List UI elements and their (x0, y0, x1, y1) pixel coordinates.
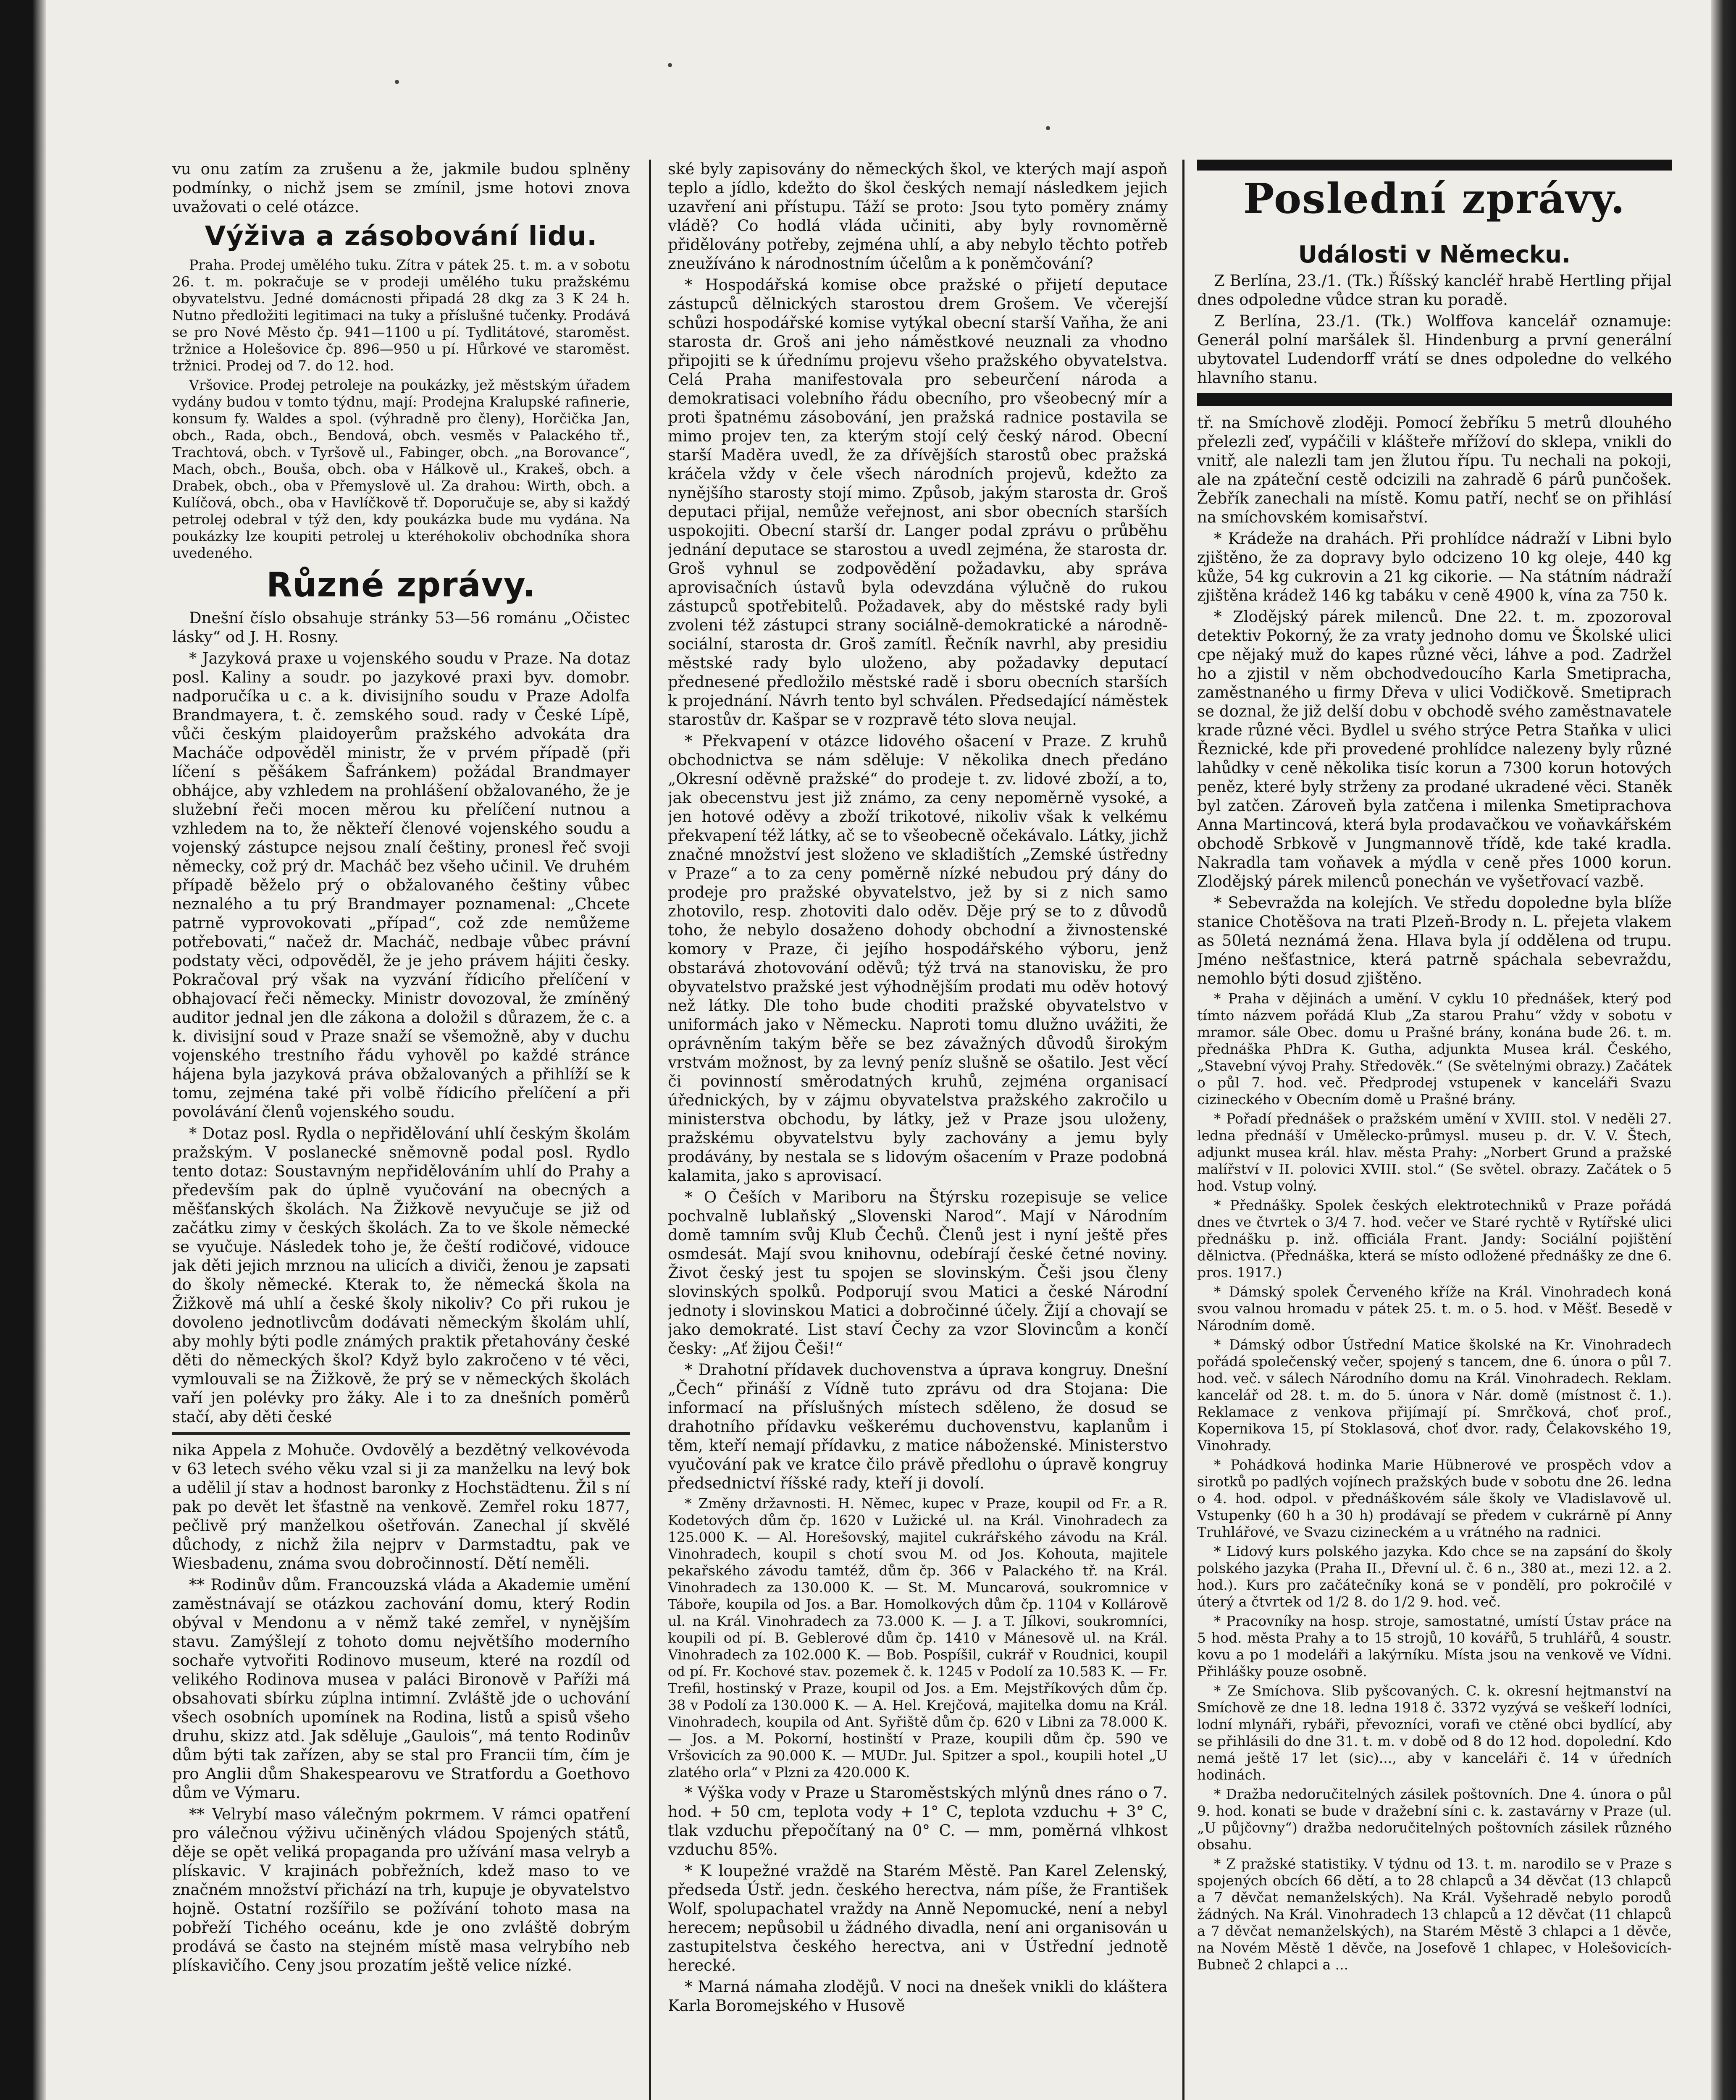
article-paragraph: * Drahotní přídavek duchovenstva a úprava kongruy. Dnešní „Čech“ přináší z Vídně tuto zprávu od dra Stojana: Die informací na příslušných místech sděleno, že dosud se drahotního přídavku veškerému duchovenstvu, kaplanům i těm, kteří nemají přídavku, z matice náboženské. Ministerstvo vyučování pak ve kratce čilo právě předlohu o úpravě kongruy předsednictví říšské rady, kteří ji dovolí. (668, 1361, 1168, 1492)
paper-speck (1046, 126, 1050, 130)
article-paragraph: * Lidový kurs polského jazyka. Kdo chce se na zapsání do školy polského jazyka (Praha II., Dřevní ul. č. 6 n., 380 at., mezi 12. a 2. hod.). Kurs pro začátečníky koná se v pondělí, pro pokročilé v úterý a čtvrtek od 1/2 8. do 1/2 9. hod. več. (1197, 1543, 1672, 1610)
article-paragraph: Vršovice. Prodej petroleje na poukázky, jež městským úřadem vydány budou v tomto týdnu, mají: Prodejna Kralupské rafinerie, konsum fy. Waldes a spol. (výhradně pro členy), Horčička Jan, obch., Rada, obch., Bendová, obch. vesměs v Palackého tř., Trachtová, obch. v Tyršově ul., Fabinger, obch. „na Borovance“, Mach, obch., Bouša, obch. oba v Hálkově ul., Krakeš, obch. a Drabek, obch., oba v Přemyslově ul. Za drahou: Wirth, obch. a Kulíčová, obch., oba v Havlíčkově tř. Doporučuje se, aby si každý petrolej odebral v týž den, kdy poukázka bude mu vydána. Na poukázky lze koupiti petrolej u kteréhokoliv obchodníka shora uvedeného. (172, 377, 630, 561)
article-paragraph: * Pohádková hodinka Marie Hübnerové ve prospěch vdov a sirotků po padlých vojínech pražských bude v sobotu dne 26. ledna o 4. hod. odpol. v přednáškovém sále školy ve Vladislavově ul. Vstupenky (60 h a 30 h) prodávají se předem v cukrárně pí Anny Truhlářové, ve Svazu cizineckém a u vrátného na radnici. (1197, 1457, 1672, 1540)
article-paragraph: * Hospodářská komise obce pražské o přijetí deputace zástupců dělnických starostou drem Grošem. Ve včerejší schůzi hospodářské komise vytýkal obecní starší Vaňha, že ani starosta dr. Groš ani jeho náměstkové neuznali za vhodno připojiti se k úřednímu projevu všeho pražského obyvatelstva. Celá Praha manifestovala pro sebeurčení národa a demokratisaci volebního řádu obecního, pro všeobecný mír a proti špatnému zásobování, jen pražská radnice postavila se mimo projev ten, za kterým stojí celý český národ. Obecní starší Maděra uvedl, že za dřívějších starostů obec pražská kráčela vždy v čele všech národních projevů, kdežto za nynějšího starosty stojí mimo. Způsob, jakým starosta dr. Groš deputaci přijal, nemůže veřejnost, ani sbor obecních starších uspokojiti. Obecní starší dr. Langer podal zprávu o průběhu jednání deputace se starostou a uvedl zejména, že starosta dr. Groš vyhnul se zodpovědění požadavku, aby správa aprovisačních ústavů byla odevzdána výlučně do rukou zástupců spotřebitelů. Požadavek, aby do městské rady byli zvoleni též zástupci strany sociálně-demokratické a národně-sociální, starosta dr. Groš zamítl. Řečník navrhl, aby presidiu městské rady bylo uloženo, aby požadavky deputací přednesené předložilo městské radě i sboru obecních starších k projednání. Návrh tento byl schválen. Předsedající náměstek starostův dr. Kašpar se v rozpravě této slova neujal. (668, 276, 1168, 729)
article-paragraph: * Praha v dějinách a umění. V cyklu 10 přednášek, který pod tímto názvem pořádá Klub „Za starou Prahu“ vždy v sobotu v mramor. sále Obec. domu u Prašné brány, konána bude 26. t. m. přednáška PhDra K. Gutha, adjunkta Musea král. Českého, „Stavební vývoj Prahy. Středověk.“ (Se světelnými obrazy.) Začátek o půl 7. hod. več. Předprodej vstupenek v kanceláři Svazu cizineckého v Obecním domě u Prašné brány. (1197, 990, 1672, 1108)
article-paragraph: * Sebevražda na kolejích. Ve středu dopoledne byla blíže stanice Chotěšova na trati Plzeň-Brody n. L. přejeta vlakem as 50letá neznámá žena. Hlava byla jí oddělena od trupu. Jméno nešťastnice, která patrně spáchala sebevraždu, nemohlo býti dosud zjištěno. (1197, 894, 1672, 987)
column-rule (1182, 160, 1184, 2100)
article-paragraph: ** Rodinův dům. Francouzská vláda a Akademie umění zaměstnávají se otázkou zachování domu, který Rodin obýval v Mendonu a v němž také zemřel, v nynějším stavu. Zamýšlejí z tohoto domu největšího moderního sochaře vytvořiti Rodinovo museum, které na rozdíl od velikého Rodinova musea v paláci Bironově v Paříži má obsahovati sbírku zúplna intimní. Zvláště jde o uchování všech osobních upomínek na Rodina, listů a spisů všeho druhu, skizz atd. Jak sděluje „Gaulois“, má tento Rodinův dům býti tak zařízen, aby se stal pro Francii tím, čím je pro Anglii dům Shakespearovu ve Stratfordu a Goethovo dům ve Výmaru. (172, 1576, 630, 1802)
article-paragraph: * Pořadí přednášek o pražském umění v XVIII. stol. V neděli 27. ledna přednáší v Umělecko-průmysl. museu p. dr. V. V. Štech, adjunkt musea král. hlav. města Prahy: „Norbert Grund a pražské malířství v II. polovici XVIII. stol.“ (Se světel. obrazy. Začátek o 5 hod. Vstup volný. (1197, 1110, 1672, 1194)
article-paragraph: nika Appela z Mohuče. Ovdovělý a bezdětný velkovévoda v 63 letech svého věku vzal si ji za manželku na levý bok a udělil jí stav a hodnost baronky z Hochstädtenu. Žil s ní pak po devět let šťastně na venkově. Zemřel roku 1877, pečlivě prý manželkou ošetřován. Zanechal jí skvělé důchody, z nichž žila nejprv v Darmstadtu, pak ve Wiesbadenu, známa svou dobročinností. Dětí neměli. (172, 1441, 630, 1572)
section-divider (1197, 393, 1672, 406)
article-paragraph: * Marná námaha zlodějů. V noci na dnešek vnikli do kláštera Karla Boromejského v Husově (668, 1978, 1168, 2015)
paper-speck (668, 63, 672, 67)
article-paragraph: * Krádeže na drahách. Při prohlídce nádraží v Libni bylo zjištěno, že za dopravy bylo odcizeno 10 kg oleje, 440 kg kůže, 54 kg cukrovin a 21 kg cikorie. — Na státním nádraží zjištěna krádež 146 kg tabáku v ceně 4900 k, vína za 750 k. (1197, 530, 1672, 604)
article-paragraph: Dnešní číslo obsahuje stránky 53—56 románu „Očistec lásky“ od J. H. Rosny. (172, 609, 630, 646)
article-paragraph: * Z pražské statistiky. V týdnu od 13. t. m. narodilo se v Praze s spojených obcích 66 dětí, a to 28 chlapců a 34 děvčat (13 chlapců a 7 děvčat nemanželských). Na Král. Vyšehradě nebylo porodů žádných. Na Král. Vinohradech 13 chlapců a 12 děvčat (11 chlapců a 7 děvčat nemanželských), na Starém Městě 3 chlapci a 1 děvče, na Novém Městě 1 děvče, na Josefově 1 chlapec, v Holešovicích-Bubneč 2 chlapci a ... (1197, 1856, 1672, 1973)
banner-title: Poslední zprávy. (1243, 175, 1626, 223)
section-heading: Různé zprávy. (266, 565, 536, 604)
article-paragraph: vu onu zatím za zrušenu a že, jakmile budou splněny podmínky, o nichž jsem se zmínil, jsme hotovi znova uvažovati o celé otázce. (172, 160, 630, 216)
horizontal-rule (172, 1432, 630, 1435)
article-paragraph: Z Berlína, 23./1. (Tk.) Wolffova kancelář oznamuje: Generál polní maršálek šl. Hindenburg a první generální ubytovatel Ludendorff vrátí se dnes odpoledne do velkého hlavního stanu. (1197, 312, 1672, 387)
column-3-content (1197, 239, 1672, 1976)
column-rule (649, 160, 651, 2100)
article-paragraph: * Dámský spolek Červeného kříže na Král. Vinohradech koná svou valnou hromadu v pátek 25. t. m. o 5. hod. v Měšť. Besedě v Národním domě. (1197, 1284, 1672, 1334)
article-paragraph: * O Češích v Mariboru na Štýrsku rozepisuje se velice pochvalně lublaňský „Slovenski Narod“. Mají v Národním domě tamním svůj Klub Čechů. Členů jest i nyní ještě přes osmdesát. Mají svou knihovnu, odebírají české četné noviny. Život český jest tu spojen se slovinským. Češi jsou členy slovinských spolků. Podporují svou Matici a české Národní jednoty i slovinskou Matici a dobročinné účely. Žijí a chovají se jako demokraté. List staví Čechy za vzor Slovincům a končí česky: „Ať žijou Češi!“ (668, 1188, 1168, 1357)
article-paragraph: * Dámský odbor Ústřední Matice školské na Kr. Vinohradech pořádá společenský večer, spojený s tancem, dne 6. února o půl 7. hod. več. v sálech Národního domu na Král. Vinohradech. Reklam. kancelář od 28. t. m. do 5. února v Nár. domě (místnost č. 1.). Reklamace z venkova přijímají pí. Smrčková, choť prof., Kopernikova 15, pí Stoklasová, choť dvor. rady, Čelakovského 19, Vinohrady. (1197, 1336, 1672, 1454)
scan-edge-left (0, 0, 46, 2100)
article-paragraph: Praha. Prodej umělého tuku. Zítra v pátek 25. t. m. a v sobotu 26. t. m. pokračuje se v prodeji umělého tuku pražskému obyvatelstvu. Jedné domácnosti připadá 28 dkg za 3 K 24 h. Nutno předložiti legitimaci na tuky a příslušné tučenky. Prodává se pro Nové Město čp. 941—1100 u pí. Tydlitátové, staroměst. tržnice a Holešovice čp. 896—950 u pí. Hůrkové ve staroměst. tržnici. Prodej od 7. do 12. hod. (172, 257, 630, 374)
article-paragraph: ** Velrybí maso válečným pokrmem. V rámci opatření pro válečnou výživu učiněných vládou Spojených států, děje se opět veliká propaganda pro užívání masa velryb a plískavic. V krajinách pobřežních, kdež maso to ve značném množství přichází na trh, kupuje je obyvatelstvo hojně. Ostatní rozšířilo se požívání tohoto masa na pobřeží Tichého oceánu, kde je ono zvláště dobrým prodává se často na stejném místě masa velrybího neb plískavičího. Ceny jsou prozatím ještě velice nízké. (172, 1805, 630, 1974)
scan-edge-right (1711, 0, 1736, 2100)
article-paragraph: * Jazyková praxe u vojenského soudu v Praze. Na dotaz posl. Kaliny a soudr. po jazykové praxi byv. domobr. nadporučíka u c. a k. divisijního soudu v Praze Adolfa Brandmayera, t. č. zemského soud. rady v České Lípě, vůči českým plaidoyerům pražského advokáta dra Macháče odpověděl ministr, že v prvém případě (při líčení s pěšákem Šafránkem) požádal Brandmayer obhájce, aby vzhledem na prohlášení obžalovaného, že je služební řeči mocen měrou ku přelíčení nutnou a vzhledem na to, že někteří členové vojenského soudu a vojenský zástupce nejsou znalí češtiny, pronesl řeč svoji německy, což prý dr. Macháč bez všeho učinil. Ve druhém případě běželo prý o obžalovaného češtiny vůbec neznalého a tu prý Brandmayer poznamenal: „Chcete patrně vyprovokovati „případ“, což zde nemůžeme potřebovati,“ načež dr. Macháč, nedbaje vůbec právní podstaty věci, odpověděl, že je jeho právem hájiti česky. Pokračoval prý však na vyzvání řídicího přelíčení v obhajovací řeči německy. Ministr dovozoval, že zmíněný auditor jednal jen dle zákona a doložil s důrazem, že c. a k. divisijní soud v Praze snaží se všemožně, aby v duchu vojenského trestního řádu vyhověl po každé stránce hájena byla jazyková práva obžalovaných a přihlíží se k tomu, zejména také při volbě řídicího přelíčení a při povolávání členů vojenského soudu. (172, 649, 630, 1121)
column-2 (668, 160, 1168, 2100)
article-paragraph: * K loupežné vraždě na Starém Městě. Pan Karel Zelenský, předseda Ústř. jedn. českého herectva, nám píše, že František Wolf, spolupachatel vraždy na Anně Nepomucké, není a nebyl herecem; nepůsobil u žádného divadla, není ani organisován u zastupitelstva českého herectva, ani v Ústřední jednotě herecké. (668, 1862, 1168, 1974)
article-paragraph: tř. na Smíchově zloději. Pomocí žebříku 5 metrů dlouhého přelezli zeď, vypáčili v klášteře mřížoví do sklepa, vnikli do vnitř, ale nalezli tam jen žlutou řípu. Tu nechali na pokoji, ale na zpáteční cestě odcizili na zahradě 6 párů punčošek. Žebřík zanechali na místě. Komu patří, nechť se on přihlásí na smíchovském komisařství. (1197, 414, 1672, 526)
article-paragraph: * Ze Smíchova. Slib pyšcovaných. C. k. okresní hejtmanství na Smíchově ze dne 18. ledna 1918 č. 3372 vyzývá se veškeří lodníci, lodní mlynáři, rybáři, převozníci, vorafi ve ctěné obci bydlící, aby se přihlásili do dne 31. t. m. v době od 8 do 12 hod. dopolední. Kdo nemá ještě 17 let (sic)..., aby v kanceláři č. 14 v úředních hodinách. (1197, 1683, 1672, 1783)
section-heading: Výživa a zásobování lidu. (205, 221, 598, 252)
article-paragraph: ské byly zapisovány do německých škol, ve kterých mají aspoň teplo a jídlo, kdežto do škol českých nemají následkem jejich uzavření ani přístupu. Táží se proto: Jsou tyto poměry známy vládě? Co hodlá vláda učiniti, aby byly rovnoměrně přidělovány potřeby, zejména uhlí, a aby nebylo těchto potřeb zneužíváno k národnostním účelům a k poněmčování? (668, 160, 1168, 273)
article-paragraph: * Výška vody v Praze u Staroměstských mlýnů dnes ráno o 7. hod. + 50 cm, teplota vody + 1° C, teplota vzduchu + 3° C, tlak vzduchu přepočítaný na 0° C. — mm, poměrná vlhkost vzduchu 85%. (668, 1784, 1168, 1858)
paper-speck (395, 80, 399, 84)
article-paragraph: * Dotaz posl. Rydla o nepřidělování uhlí českým školám pražským. V poslanecké sněmovně podal posl. Rydlo tento dotaz: Soustavným nepřidělováním uhlí do Prahy a především pak do úplně vyučování na obecných a měšťanských školách. Na Žižkově nevyučuje se již od začátku zimy v českých školách. Za to ve škole německé se vyučuje. Následek toho je, že čeští rodičové, vidouce jak děti jejich mrznou na ulicích a diviči, ženou je zapsati do školy německé. Kterak to, že německá škola na Žižkově má uhlí a české školy nikoliv? Co při rukou je dovoleno jednotlivcům dodávati německým školám uhlí, aby mohly býti podle známých praktik přetahovány české děti do německých škol? Když bylo zakročeno v té věci, vymlouvali se na Žižkově, že prý se v německých školách vaří jen polévky pro žáky. Ale i to za dnešních poměrů stačí, aby děti české (172, 1124, 630, 1426)
section-heading: Události v Německu. (1298, 241, 1571, 268)
column-1 (172, 160, 630, 2100)
article-paragraph: * Pracovníky na hosp. stroje, samostatné, umístí Ústav práce na 5 hod. města Prahy a to 15 strojů, 10 kovářů, 5 truhlářů, 4 soustr. kovu a po 1 modeláři a lakýrníku. Místa jsou na venkově ve Vídni. Přihlášky pouze osobně. (1197, 1613, 1672, 1680)
article-paragraph: * Dražba nedoručitelných zásilek poštovních. Dne 4. února o půl 9. hod. konati se bude v dražební síni c. k. zastavárny v Praze (ul. „U půjčovny“) dražba nedoručitelných poštovních zásilek různého obsahu. (1197, 1786, 1672, 1853)
article-paragraph: * Změny državnosti. H. Němec, kupec v Praze, koupil od Fr. a R. Kodetových dům čp. 1620 v Lužické ul. na Král. Vinohradech za 125.000 K. — Al. Horešovský, majitel cukrářského závodu na Král. Vinohradech, koupil s chotí svou M. od Jos. Kohouta, majitele pekařského závodu tamtéž, dům čp. 366 v Palackého tř. na Král. Vinohradech za 130.000 K. — St. M. Muncarová, soukromnice v Táboře, koupila od Jos. a Bar. Homolkových dům čp. 1104 v Kollárově ul. na Král. Vinohradech za 73.000 K. — J. a T. Jílkovi, soukromníci, koupili od pí. B. Geblerové dům čp. 1410 v Mánesově ul. na Král. Vinohradech za 102.000 K. — Bob. Pospíšil, cukrář v Roudnici, koupil od pí. Fr. Kochové stav. pozemek č. k. 1245 v Podolí za 10.583 K. — Fr. Trefil, hostinský v Praze, koupil od Jos. a Em. Mejstříkových dům čp. 38 v Podolí za 130.000 K. — A. Hel. Krejčová, majitelka domu na Král. Vinohradech, koupila od Ant. Syřiště dům čp. 620 v Libni za 78.000 K. — Jos. a M. Pokorní, hostinští v Praze, koupili dům čp. 590 ve Vršovicích za 90.000 K. — MUDr. Jul. Spitzer a spol., koupili hotel „U zlatého orla“ v Plzni za 420.000 K. (668, 1495, 1168, 1780)
column-3 (1197, 160, 1672, 2100)
article-paragraph: Z Berlína, 23./1. (Tk.) Říšský kancléř hrabě Hertling přijal dnes odpoledne vůdce stran ku poradě. (1197, 272, 1672, 309)
article-paragraph: * Zlodějský párek milenců. Dne 22. t. m. zpozoroval detektiv Pokorný, že za vraty jednoho domu ve Školské ulici cpe nějaký muž do kapes různé věci, láhve a pod. Zadržel ho a zjistil v něm obchodvedoucího Karla Smetipracha, zaměstnaného u firmy Dřeva v ulici Vodičkově. Smetiprach se doznal, že již delší dobu v obchodě svého zaměstnavatele krade různé věci. Bydlel u svého strýce Petra Staňka v ulici Řeznické, kde při provedené prohlídce nalezeny byly různé lahůdky v ceně několika tisíc korun a 7300 korun hotových peněz, které byly strženy za prodané ukradené věci. Staněk byl zatčen. Zároveň byla zatčena i milenka Smetiprachova Anna Martincová, která byla prodavačkou ve voňavkářském obchodě Srbkově v Jungmannově třídě, kde také kradla. Nakradla tam voňavek a mýdla v ceně přes 1000 korun. Zlodějský párek milenců ponechán ve vyšetřovací vazbě. (1197, 608, 1672, 890)
article-paragraph: * Překvapení v otázce lidového ošacení v Praze. Z kruhů obchodnictva se nám sděluje: V několika dnech předáno „Okresní oděvně pražské“ do prodeje t. zv. lidové zboží, a to, jak obecenstvu jest již známo, za ceny nepoměrně vysoké, a jen hotové oděvy a zboží trikotové, nikoliv však k velkému překvapení též látky, ač se to všeobecně očekávalo. Látky, jichž značné množství jest složeno ve skladištích „Zemské ústředny v Praze“ a to za ceny poměrně nízké nebudou prý dány do prodeje pro pražské obyvatelstvo, jež by si z nich samo zhotovilo, resp. zhotoviti dalo oděv. Děje prý se to z důvodů toho, že nebylo dosaženo dohody obchodní a živnostenské komory v Praze, či jejího hospodářského výboru, jenž obstarává zhotovování oděvů; týž trvá na stanovisku, že pro obyvatelstvo pražské jest výhodnějším prodati mu oděv hotový než látky. Dle toho bude choditi pražské obyvatelstvo v uniformách jako v Německu. Naproti tomu dlužno uvážiti, že oprávněním takým běře se bez závažných důvodů širokým vrstvám možnost, by za levný peníz slušně se ošatilo. Jest věcí či povinností směrodatných kruhů, zejména organisací úřednických, by v zájmu obyvatelstva pražského zakročilo u ministerstva obchodu, by látky, jež v Praze jsou uloženy, pražskému obyvatelstvu byly zachovány a jemu byly prodávány, by nestala se s lidovým ošacením v Praze podobná kalamita, jako s aprovisací. (668, 732, 1168, 1185)
article-paragraph: * Přednášky. Spolek českých elektrotechniků v Praze pořádá dnes ve čtvrtek o 3/4 7. hod. večer ve Staré rychtě v Rytířské ulici přednášku p. inž. officiála Frant. Jandy: Sociální pojištění dělnictva. (Přednáška, která se místo odložené přednášky ze dne 6. pros. 1917.) (1197, 1197, 1672, 1281)
